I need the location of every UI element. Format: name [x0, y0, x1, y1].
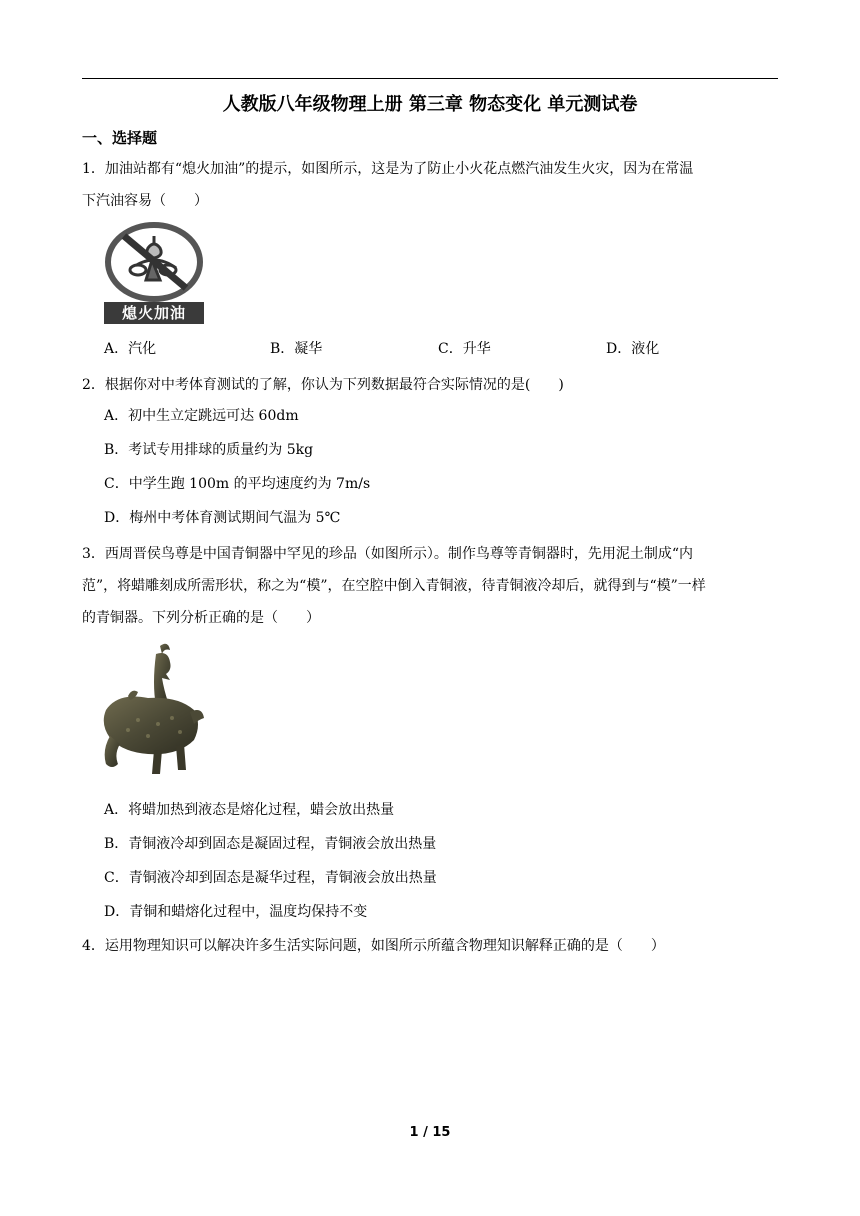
bird-zun-bronze-image — [98, 640, 208, 780]
q2-option-d: D．梅州中考体育测试期间气温为 5℃ — [104, 510, 341, 526]
q1-option-d: D．液化 — [606, 341, 660, 357]
q2-stem: 2．根据你对中考体育测试的了解，你认为下列数据最符合实际情况的是( ) — [82, 377, 564, 393]
q2-option-c: C．中学生跑 100m 的平均速度约为 7m/s — [104, 476, 371, 492]
q2-option-b: B．考试专用排球的质量约为 5kg — [104, 442, 314, 458]
q1-stem-line1: 1．加油站都有“熄火加油”的提示，如图所示，这是为了防止小火花点燃汽油发生火灾，因为在常温 — [82, 161, 694, 177]
q1-option-b: B．凝华 — [270, 341, 323, 357]
q3-option-a: A．将蜡加热到液态是熔化过程，蜡会放出热量 — [104, 802, 395, 818]
no-fire-sign-image — [104, 222, 204, 302]
q3-stem-line2: 范”，将蜡雕刻成所需形状，称之为“模”，在空腔中倒入青铜液，待青铜液冷却后，就得到与“模”一样 — [82, 578, 706, 594]
q3-option-c: C．青铜液冷却到固态是凝华过程，青铜液会放出热量 — [104, 870, 437, 886]
q1-option-a: A．汽化 — [104, 341, 157, 357]
header-rule — [82, 78, 778, 79]
q1-option-c: C．升华 — [438, 341, 491, 357]
section-heading: 一、选择题 — [82, 129, 158, 147]
sign-caption: 熄火加油 — [104, 302, 204, 324]
q3-option-d: D．青铜和蜡熔化过程中，温度均保持不变 — [104, 904, 368, 920]
q3-stem-line3: 的青铜器。下列分析正确的是（ ） — [82, 610, 320, 626]
q4-stem: 4．运用物理知识可以解决许多生活实际问题，如图所示所蕴含物理知识解释正确的是（ ） — [82, 938, 665, 954]
q1-stem-line2: 下汽油容易（ ） — [82, 193, 208, 209]
page-title: 人教版八年级物理上册 第三章 物态变化 单元测试卷 — [222, 94, 638, 115]
q2-option-a: A．初中生立定跳远可达 60dm — [104, 408, 299, 424]
page-number: 1 / 15 — [409, 1125, 451, 1140]
q3-stem-line1: 3．西周晋侯鸟尊是中国青铜器中罕见的珍品（如图所示）。制作鸟尊等青铜器时，先用泥土制成“内 — [82, 546, 694, 562]
q3-option-b: B．青铜液冷却到固态是凝固过程，青铜液会放出热量 — [104, 836, 437, 852]
